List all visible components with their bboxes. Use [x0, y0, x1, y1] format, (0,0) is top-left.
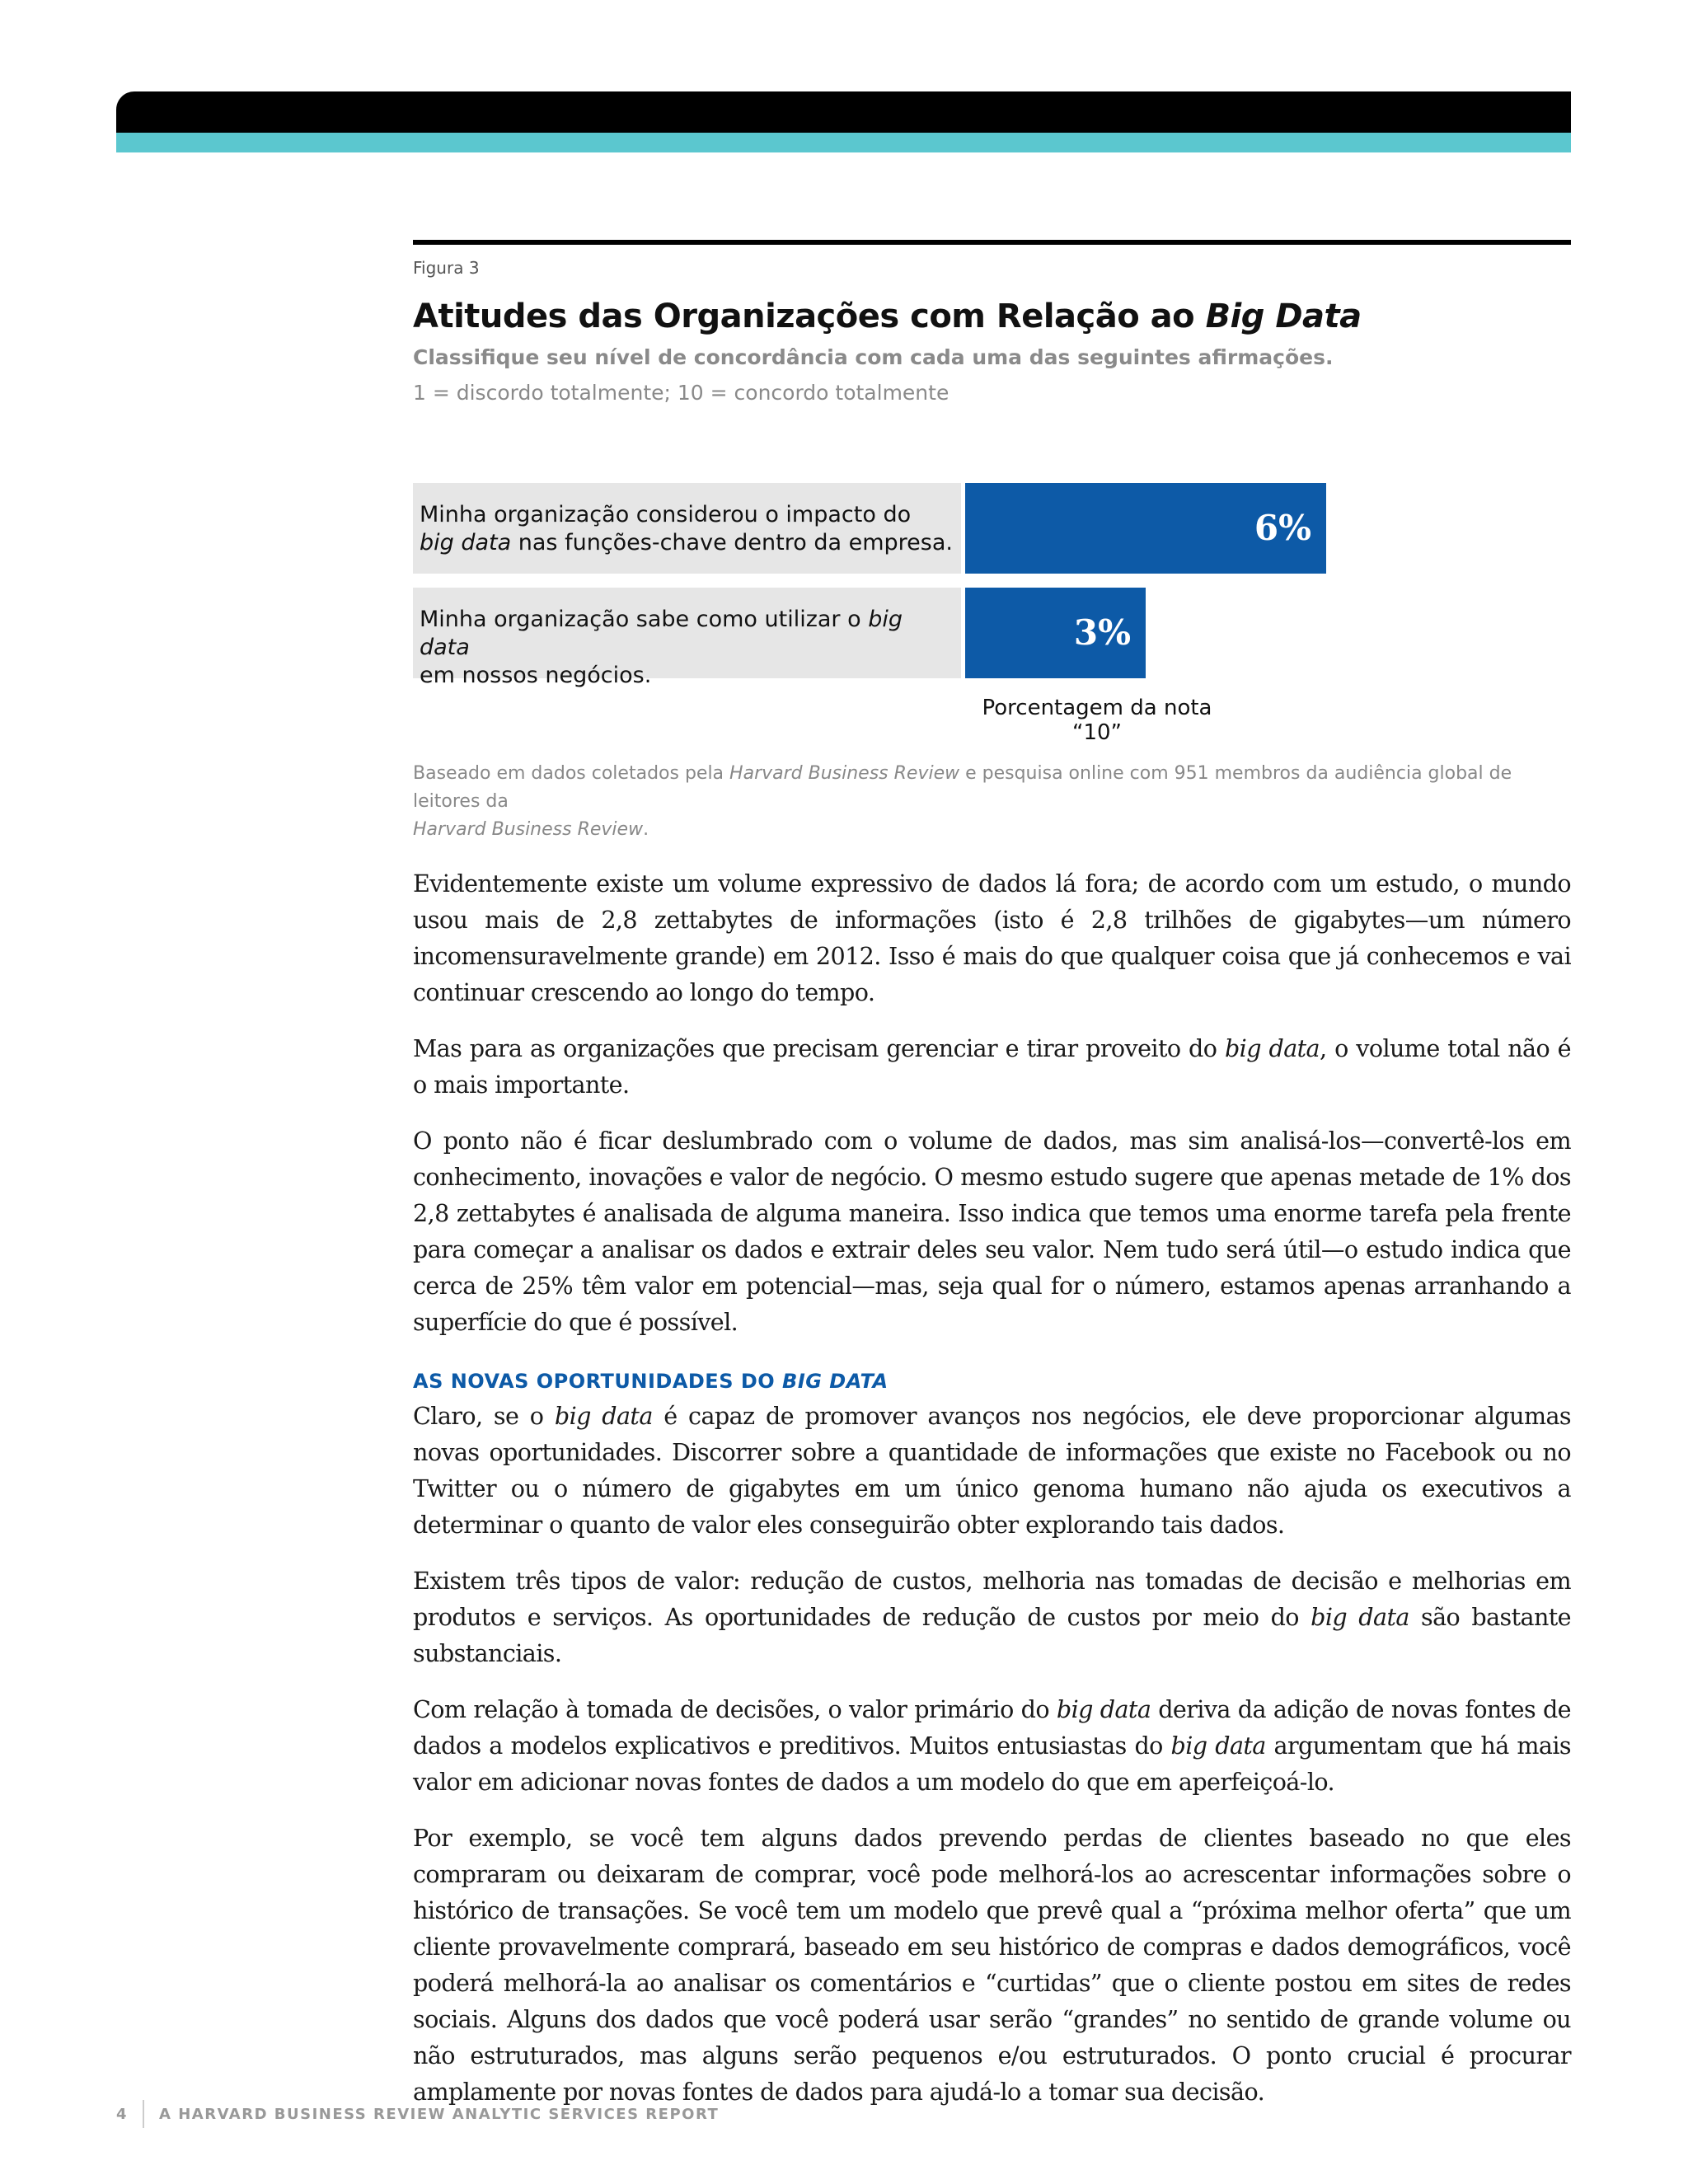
- paragraph: Mas para as organizações que precisam gerenciar e tirar proveito do big data, o volume total não é o mais importante.: [413, 1034, 1571, 1099]
- figure-top-rule: [413, 240, 1571, 245]
- page-number: 4: [116, 2105, 129, 2123]
- bar-chart: [413, 483, 1320, 745]
- chart-bar: [965, 588, 1146, 678]
- figure-title: Atitudes das Organizações com Relação ao Big Data: [413, 298, 1362, 335]
- footer-divider: [143, 2100, 144, 2128]
- figure-scale-note: 1 = discordo totalmente; 10 = concordo totalmente: [413, 381, 950, 405]
- figure-subtitle: Classifique seu nível de concordância com cada uma das seguintes afirmações.: [413, 345, 1334, 369]
- figure-label: Figura 3: [413, 258, 480, 278]
- paragraph: O ponto não é ficar deslumbrado com o volume de dados, mas sim analisá-los—convertê-los em conhecimento, inovações e valor de negócio. O mesmo estudo sugere que apenas metade de 1% dos 2,8 zettabytes é analisada de alguma maneira. Isso indica que temos uma enorme tarefa pela frente para começar a analisar os dados e extrair deles seu valor. Nem tudo será útil—o estudo indica que cerca de 25% têm valor em potencial—mas, seja qual for o número, estamos apenas arranhando a superfície do que é possível.: [413, 1127, 1571, 1336]
- paragraph: Evidentemente existe um volume expressivo de dados lá fora; de acordo com um estudo, o mundo usou mais de 2,8 zettabytes de informações (isto é 2,8 trilhões de gigabytes—um número incomensuravelmente grande) em 2012. Isso é mais do que qualquer coisa que já conhecemos e vai continuar crescendo ao longo do tempo.: [413, 869, 1571, 1006]
- section-heading: AS NOVAS OPORTUNIDADES DO BIG DATA: [413, 1370, 889, 1393]
- paragraph: Existem três tipos de valor: redução de custos, melhoria nas tomadas de decisão e melhorias em produtos e serviços. As oportunidades de redução de custos por meio do big data são bastante substanciais.: [413, 1567, 1571, 1667]
- paragraph: Claro, se o big data é capaz de promover avanços nos negócios, ele deve proporcionar algumas novas oportunidades. Discorrer sobre a quantidade de informações que existe no Facebook ou no Twitter ou o número de gigabytes em um único genoma humano não ajuda os executivos a determinar o quanto de valor eles conseguirão obter explorando tais dados.: [413, 1402, 1571, 1539]
- header-black-band: [116, 91, 1571, 133]
- page-footer: [116, 2100, 719, 2128]
- figure-header: [413, 240, 1571, 405]
- paragraph: Com relação à tomada de decisões, o valor primário do big data deriva da adição de novas fontes de dados a modelos explicativos e preditivos. Muitos entusiastas do big data argumentam que há mais valor em adicionar novas fontes de dados a um modelo do que em aperfeiçoá-lo.: [413, 1695, 1571, 1796]
- chart-axis-label: Porcentagem da nota “10”: [982, 696, 1212, 745]
- figure-source-note: Baseado em dados coletados pela Harvard Business Review e pesquisa online com 951 membros da audiência global de leitores da Harvard Business Review.: [413, 763, 1512, 840]
- chart-row-2: [413, 588, 1320, 688]
- paragraph: Por exemplo, se você tem alguns dados prevendo perdas de clientes baseado no que eles compraram ou deixaram de comprar, você pode melhorá-los ao acrescentar informações sobre o histórico de transações. Se você tem um modelo que prevê qual a “próxima melhor oferta” que um cliente provavelmente comprará, baseado em seu histórico de compras e dados demográficos, você poderá melhorá-la ao analisar os comentários e “curtidas” que o cliente postou em sites de redes sociais. Alguns dos dados que você poderá usar serão “grandes” no sentido de grande volume ou não estruturados, mas alguns serão pequenos e/ou estruturados. O ponto crucial é procurar amplamente por novas fontes de dados para ajudá-lo a tomar sua decisão.: [413, 1824, 1571, 2106]
- bar-value-label: 6%: [1254, 508, 1311, 548]
- chart-row-1: [413, 483, 1320, 574]
- bar-category-label: Minha organização considerou o impacto do big data nas funções-chave dentro da empresa.: [413, 483, 961, 574]
- bar-category-label: Minha organização sabe como utilizar o big data em nossos negócios.: [413, 588, 961, 678]
- article-body: [413, 865, 1571, 2130]
- header-teal-band: [116, 133, 1571, 152]
- chart-bar: [965, 483, 1326, 574]
- bar-value-label: 3%: [1073, 612, 1131, 653]
- report-name: A HARVARD BUSINESS REVIEW ANALYTIC SERVICES REPORT: [159, 2105, 720, 2123]
